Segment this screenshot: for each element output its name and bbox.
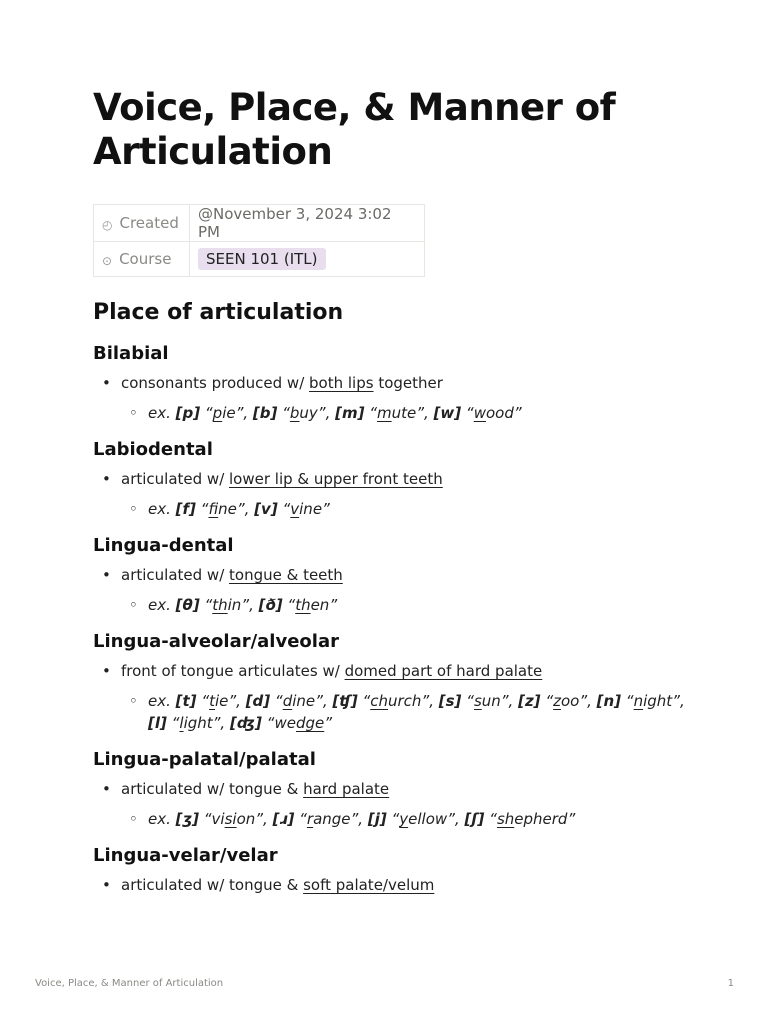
course-tag[interactable]: SEEN 101 (ITL) bbox=[198, 248, 326, 270]
list-velar bbox=[93, 874, 693, 896]
list-item: • consonants produced w/ both lips together bbox=[93, 372, 693, 394]
page-content bbox=[93, 86, 693, 904]
list-item: • articulated w/ tongue & teeth bbox=[93, 564, 693, 586]
heading-lingua-dental: Lingua-dental bbox=[93, 535, 234, 556]
footer-title: Voice, Place, & Manner of Articulation bbox=[35, 978, 224, 989]
list-lingua-dental bbox=[93, 564, 693, 616]
property-course bbox=[94, 242, 425, 277]
heading-bilabial: Bilabial bbox=[93, 343, 169, 364]
example-item: ◦ ex. [p] “pie”, [b] “buy”, [m] “mute”, [w] “wood” bbox=[93, 402, 693, 424]
heading-velar: Lingua-velar/velar bbox=[93, 845, 278, 866]
example-item: ◦ ex. [ʒ] “vision”, [ɹ] “range”, [j] “yellow”, [ʃ] “shepherd” bbox=[93, 808, 693, 830]
example-item: ◦ ex. [t] “tie”, [d] “dine”, [ʧ] “church”, [s] “sun”, [z] “zoo”, [n] “night”, [l] “light”, [ʤ] “wedge” bbox=[93, 690, 693, 734]
heading-labiodental: Labiodental bbox=[93, 439, 213, 460]
example-item: ◦ ex. [θ] “thin”, [ð] “then” bbox=[93, 594, 693, 616]
list-bilabial bbox=[93, 372, 693, 424]
list-labiodental bbox=[93, 468, 693, 520]
heading-palatal: Lingua-palatal/palatal bbox=[93, 749, 316, 770]
page-title: Voice, Place, & Manner of Articulation bbox=[93, 86, 616, 173]
clock-icon: ◴ bbox=[102, 218, 113, 232]
example-item: ◦ ex. [f] “fine”, [v] “vine” bbox=[93, 498, 693, 520]
property-created bbox=[94, 205, 425, 242]
course-label: Course bbox=[119, 250, 172, 268]
section-heading: Place of articulation bbox=[93, 300, 344, 325]
heading-alveolar: Lingua-alveolar/alveolar bbox=[93, 631, 339, 652]
list-item: • articulated w/ tongue & hard palate bbox=[93, 778, 693, 800]
list-item: • front of tongue articulates w/ domed part of hard palate bbox=[93, 660, 693, 682]
select-icon: ⊙ bbox=[102, 254, 113, 268]
list-alveolar bbox=[93, 660, 693, 734]
page-number: 1 bbox=[727, 978, 734, 989]
list-item: • articulated w/ lower lip & upper front teeth bbox=[93, 468, 693, 490]
list-item: • articulated w/ tongue & soft palate/velum bbox=[93, 874, 693, 896]
list-palatal bbox=[93, 778, 693, 830]
created-value[interactable]: @November 3, 2024 3:02 PM bbox=[190, 205, 425, 242]
created-label: Created bbox=[119, 214, 179, 232]
properties-table bbox=[93, 204, 425, 277]
